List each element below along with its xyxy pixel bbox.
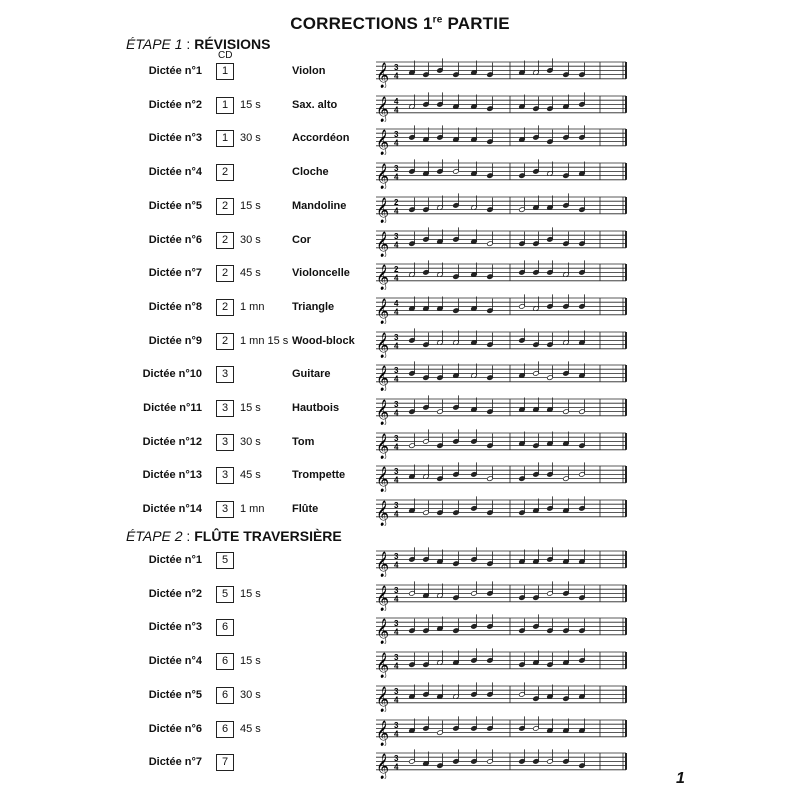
- treble-clef-icon: 𝄞: [376, 231, 390, 257]
- instrument-name: Violon: [292, 65, 326, 77]
- dictation-row: [0, 359, 800, 393]
- time-signature-top: 3: [394, 231, 399, 241]
- cd-track-number: 3: [216, 501, 234, 518]
- cd-track-number: 3: [216, 467, 234, 484]
- page-title: CORRECTIONS 1re PARTIE: [290, 14, 510, 33]
- track-time: 45 s: [240, 469, 261, 482]
- dictation-row: [0, 680, 800, 714]
- treble-clef-icon: 𝄞: [376, 619, 390, 645]
- treble-clef-icon: 𝄞: [376, 366, 390, 392]
- time-signature-bottom: 4: [394, 627, 399, 637]
- music-staff: [370, 191, 630, 223]
- time-signature-bottom: 4: [394, 340, 399, 350]
- dictation-row: [0, 393, 800, 427]
- time-signature-bottom: 4: [394, 728, 399, 738]
- dictation-row: [0, 225, 800, 259]
- dictation-label: Dictée n°12: [142, 435, 202, 448]
- cd-track-number: 3: [216, 400, 234, 417]
- instrument-name: Mandoline: [292, 199, 347, 212]
- cd-track-number: 5: [216, 552, 234, 569]
- dictation-row: [0, 123, 800, 157]
- instrument-name: Cloche: [292, 166, 329, 179]
- dictation-label: Dictée n°1: [148, 554, 202, 566]
- section-name: FLÛTE TRAVERSIÈRE: [194, 528, 342, 544]
- track-time: 1 mn: [240, 503, 265, 516]
- time-signature-bottom: 4: [394, 307, 399, 317]
- music-staff: [370, 646, 630, 678]
- time-signature-bottom: 4: [394, 105, 399, 115]
- cd-track-number: 2: [216, 333, 234, 350]
- cd-track-number: 6: [216, 653, 234, 670]
- instrument-name: Cor: [292, 233, 311, 246]
- track-time: 45 s: [240, 722, 261, 735]
- dictation-label: Dictée n°11: [143, 402, 202, 414]
- section-name: RÉVISIONS: [194, 36, 271, 52]
- time-signature-top: 3: [394, 720, 399, 730]
- music-staff: [370, 258, 630, 290]
- cd-track-number: 2: [216, 232, 234, 249]
- dictation-label: Dictée n°10: [142, 368, 202, 381]
- time-signature-top: 3: [394, 433, 399, 443]
- music-staff: [370, 123, 630, 155]
- treble-clef-icon: 𝄞: [376, 551, 390, 577]
- dictation-label: Dictée n°4: [148, 166, 202, 179]
- track-time: 15 s: [240, 98, 261, 111]
- time-signature-top: 3: [394, 399, 399, 409]
- music-staff: [370, 714, 630, 746]
- music-staff: [370, 393, 630, 425]
- time-signature-bottom: 4: [394, 239, 399, 249]
- dictation-row: [0, 90, 800, 124]
- treble-clef-icon: 𝄞: [376, 399, 390, 425]
- treble-clef-icon: 𝄞: [376, 130, 390, 156]
- music-staff: [370, 157, 630, 189]
- dictation-label: Dictée n°13: [142, 469, 202, 482]
- dictation-label: Dictée n°5: [148, 688, 202, 701]
- treble-clef-icon: 𝄞: [376, 96, 390, 122]
- cd-track-number: 7: [216, 754, 234, 771]
- dictation-row: [0, 460, 800, 494]
- music-staff: [370, 225, 630, 257]
- music-staff: [370, 545, 630, 577]
- cd-track-number: 2: [216, 198, 234, 215]
- music-staff: [370, 359, 630, 391]
- treble-clef-icon: 𝄞: [376, 720, 390, 746]
- time-signature-bottom: 4: [394, 408, 399, 418]
- instrument-name: Flûte: [292, 503, 319, 516]
- music-staff: [370, 747, 630, 779]
- time-signature-bottom: 4: [394, 695, 399, 705]
- dictation-row: [0, 494, 800, 528]
- track-time: 30 s: [240, 233, 261, 246]
- music-staff: [370, 56, 630, 88]
- time-signature-top: 3: [394, 332, 399, 342]
- track-time: 30 s: [240, 688, 261, 701]
- section-step: ÉTAPE 2: [126, 528, 183, 544]
- dictation-label: Dictée n°7: [148, 267, 202, 280]
- section-heading-etape-2: ÉTAPE 2 : FLÛTE TRAVERSIÈRE: [126, 528, 342, 544]
- track-time: 15 s: [240, 587, 261, 600]
- treble-clef-icon: 𝄞: [376, 686, 390, 712]
- dictation-row: [0, 545, 800, 579]
- time-signature-bottom: 4: [394, 206, 399, 216]
- track-time: 30 s: [240, 435, 261, 448]
- treble-clef-icon: 𝄞: [376, 467, 390, 493]
- time-signature-top: 3: [394, 619, 399, 629]
- dictation-row: [0, 612, 800, 646]
- time-signature-bottom: 4: [394, 560, 399, 570]
- track-time: 15 s: [240, 199, 261, 212]
- cd-track-number: 2: [216, 299, 234, 316]
- time-signature-top: 3: [394, 164, 399, 174]
- dictation-row: [0, 157, 800, 191]
- treble-clef-icon: 𝄞: [376, 62, 390, 88]
- treble-clef-icon: 𝄞: [376, 298, 390, 324]
- music-staff: [370, 494, 630, 526]
- time-signature-top: 3: [394, 467, 399, 477]
- dictation-label: Dictée n°8: [148, 300, 202, 313]
- time-signature-bottom: 4: [394, 762, 399, 772]
- time-signature-bottom: 4: [394, 442, 399, 452]
- treble-clef-icon: 𝄞: [376, 264, 390, 290]
- dictation-label: Dictée n°7: [148, 756, 202, 769]
- time-signature-bottom: 4: [394, 661, 399, 671]
- time-signature-bottom: 4: [394, 172, 399, 182]
- cd-column-label: CD: [218, 50, 233, 61]
- instrument-name: Hautbois: [292, 402, 340, 414]
- treble-clef-icon: 𝄞: [376, 197, 390, 223]
- time-signature-top: 3: [394, 62, 399, 72]
- music-staff: [370, 680, 630, 712]
- dictation-row: [0, 258, 800, 292]
- dictation-row: [0, 191, 800, 225]
- cd-track-number: 1: [216, 97, 234, 114]
- instrument-name: Triangle: [292, 300, 335, 313]
- track-time: 15 s: [240, 402, 261, 414]
- time-signature-top: 4: [394, 96, 399, 106]
- music-staff: [370, 612, 630, 644]
- dictation-row: [0, 292, 800, 326]
- instrument-name: Wood-block: [292, 334, 355, 347]
- dictation-label: Dictée n°2: [148, 587, 202, 600]
- cd-track-number: 6: [216, 687, 234, 704]
- dictation-label: Dictée n°1: [148, 65, 202, 77]
- track-time: 15 s: [240, 655, 261, 668]
- time-signature-top: 3: [394, 754, 399, 764]
- treble-clef-icon: 𝄞: [376, 163, 390, 189]
- time-signature-top: 4: [394, 298, 399, 308]
- time-signature-bottom: 4: [394, 475, 399, 485]
- dictation-label: Dictée n°6: [148, 722, 202, 735]
- instrument-name: Tom: [292, 435, 315, 448]
- time-signature-top: 3: [394, 585, 399, 595]
- cd-track-number: 3: [216, 366, 234, 383]
- instrument-name: Sax. alto: [292, 98, 338, 111]
- cd-track-number: 2: [216, 164, 234, 181]
- dictation-row: [0, 326, 800, 360]
- time-signature-bottom: 4: [394, 509, 399, 519]
- dictation-label: Dictée n°9: [148, 334, 202, 347]
- time-signature-bottom: 4: [394, 374, 399, 384]
- track-time: 1 mn 15 s: [240, 334, 289, 347]
- instrument-name: Violoncelle: [292, 267, 350, 280]
- cd-track-number: 1: [216, 63, 234, 80]
- track-time: 45 s: [240, 267, 261, 280]
- treble-clef-icon: 𝄞: [376, 585, 390, 611]
- dictation-label: Dictée n°3: [148, 132, 202, 145]
- treble-clef-icon: 𝄞: [376, 753, 390, 779]
- cd-track-number: 1: [216, 130, 234, 147]
- music-staff: [370, 427, 630, 459]
- time-signature-top: 3: [394, 366, 399, 376]
- music-staff: [370, 326, 630, 358]
- instrument-name: Accordéon: [292, 132, 350, 145]
- track-time: 1 mn: [240, 300, 265, 313]
- dictation-label: Dictée n°3: [148, 621, 202, 634]
- cd-track-number: 6: [216, 721, 234, 738]
- music-staff: [370, 579, 630, 611]
- cd-track-number: 3: [216, 434, 234, 451]
- track-time: 30 s: [240, 132, 261, 145]
- instrument-name: Trompette: [292, 469, 346, 482]
- treble-clef-icon: 𝄞: [376, 652, 390, 678]
- dictation-label: Dictée n°6: [148, 233, 202, 246]
- section-step: ÉTAPE 1: [126, 36, 183, 52]
- cd-track-number: 6: [216, 619, 234, 636]
- time-signature-top: 3: [394, 130, 399, 140]
- cd-track-number: 5: [216, 586, 234, 603]
- dictation-row: [0, 646, 800, 680]
- time-signature-bottom: 4: [394, 71, 399, 81]
- time-signature-top: 2: [394, 265, 399, 275]
- dictation-label: Dictée n°4: [148, 655, 202, 668]
- cd-track-number: 2: [216, 265, 234, 282]
- instrument-name: Guitare: [292, 368, 331, 381]
- dictation-row: [0, 427, 800, 461]
- dictation-label: Dictée n°14: [142, 503, 202, 516]
- time-signature-top: 3: [394, 686, 399, 696]
- page-number: 1: [676, 770, 685, 787]
- treble-clef-icon: 𝄞: [376, 433, 390, 459]
- music-staff: [370, 460, 630, 492]
- dictation-row: [0, 714, 800, 748]
- time-signature-bottom: 4: [394, 273, 399, 283]
- time-signature-bottom: 4: [394, 594, 399, 604]
- dictation-row: [0, 579, 800, 613]
- music-staff: [370, 292, 630, 324]
- dictation-label: Dictée n°5: [148, 199, 202, 212]
- section-heading-etape-1: ÉTAPE 1 : RÉVISIONS: [126, 36, 271, 52]
- treble-clef-icon: 𝄞: [376, 332, 390, 358]
- time-signature-top: 3: [394, 501, 399, 511]
- time-signature-top: 3: [394, 551, 399, 561]
- time-signature-top: 3: [394, 653, 399, 663]
- treble-clef-icon: 𝄞: [376, 500, 390, 526]
- dictation-row: [0, 56, 800, 90]
- dictation-label: Dictée n°2: [148, 98, 202, 111]
- time-signature-top: 2: [394, 197, 399, 207]
- time-signature-bottom: 4: [394, 138, 399, 148]
- music-staff: [370, 90, 630, 122]
